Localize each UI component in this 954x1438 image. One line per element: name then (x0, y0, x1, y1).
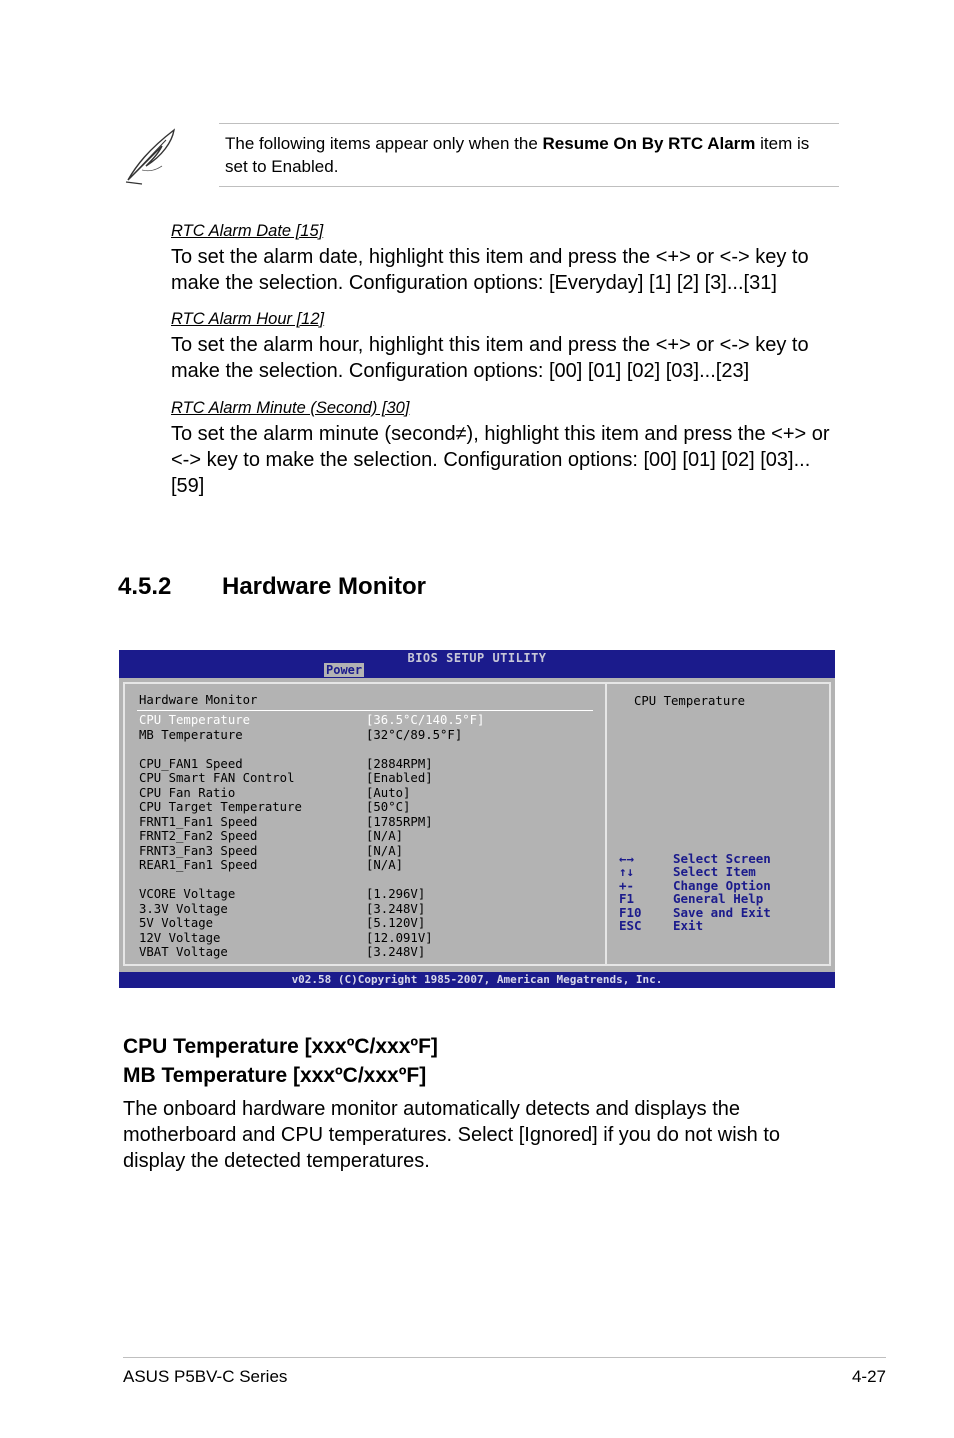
bios-setting-label[interactable]: CPU Smart FAN Control (139, 771, 295, 785)
footer-product: ASUS P5BV-C Series (123, 1367, 288, 1386)
section-title: Hardware Monitor (222, 573, 427, 600)
bios-divider (605, 682, 607, 966)
bios-key-name: ←→ (619, 851, 635, 866)
bios-setting-label[interactable]: FRNT1_Fan1 Speed (139, 814, 258, 829)
bios-setting-value[interactable]: [3.248V] (366, 901, 426, 916)
bios-setting-value[interactable]: [1.296V] (366, 887, 426, 901)
bios-setting-label[interactable]: REAR1_Fan1 Speed (139, 858, 258, 872)
bios-setting-value[interactable]: [Enabled] (366, 771, 433, 785)
note-bold-text: Resume On By RTC Alarm (542, 134, 756, 153)
rtc-alarm-date-title: RTC Alarm Date [15] (171, 222, 324, 240)
bios-setting-value[interactable]: [Auto] (366, 785, 411, 800)
bios-heading-underline (137, 710, 593, 711)
bios-key-description: Select Screen (673, 851, 771, 866)
bios-setting-value[interactable]: [3.248V] (366, 945, 426, 959)
bios-setting-label[interactable]: 3.3V Voltage (139, 901, 228, 916)
bios-setting-label[interactable]: CPU Target Temperature (139, 800, 302, 814)
note-text: The following items appear only when the Resume On By RTC Alarm item is set to Enabled. (225, 134, 810, 176)
bios-setting-value[interactable]: [36.5°C/140.5°F] (366, 713, 485, 727)
bios-panel-heading: Hardware Monitor (139, 693, 258, 707)
note-top-rule (219, 123, 839, 124)
bios-setting-label[interactable]: FRNT2_Fan2 Speed (139, 829, 258, 843)
bios-status-bar (119, 972, 835, 988)
rtc-alarm-date-desc: To set the alarm date, highlight this item and press the <+> or <-> key to make the selection. Configuration options: [Everyday] [1] [2] [3]...[31] (171, 246, 809, 294)
bios-key-description: Change Option (673, 877, 771, 893)
bios-setting-value[interactable]: [12.091V] (366, 930, 433, 945)
bios-copyright: v02.58 (C)Copyright 1985-2007, American Megatrends, Inc. (291, 973, 663, 986)
bios-setting-value[interactable]: [N/A] (366, 858, 404, 872)
tab-power[interactable]: Power (326, 663, 363, 677)
bios-setting-value[interactable]: [2884RPM] (366, 756, 433, 771)
bios-setting-label[interactable]: FRNT3_Fan3 Speed (139, 843, 258, 858)
bios-setting-value[interactable]: [1785RPM] (366, 814, 433, 829)
bios-key-description: Select Item (673, 864, 756, 880)
rtc-alarm-minute-title: RTC Alarm Minute (Second) [30] (171, 399, 410, 417)
bios-setting-label[interactable]: 12V Voltage (139, 930, 221, 945)
bios-key-name: +- (619, 877, 635, 893)
bios-setting-label[interactable]: 5V Voltage (139, 916, 214, 930)
bios-setting-label[interactable]: CPU Temperature (139, 713, 251, 727)
bios-title: BIOS SETUP UTILITY (407, 651, 547, 665)
rtc-alarm-minute-desc: To set the alarm minute (second≠), highlight this item and press the <+> or <-> key to make the selection. Configuration options: [00] [01] [02] [03]...[59] (171, 423, 830, 497)
note-bottom-rule (219, 186, 839, 187)
bios-setting-label[interactable]: CPU_FAN1 Speed (139, 756, 243, 771)
bios-setting-value[interactable]: [50°C] (366, 800, 411, 814)
bios-setting-label[interactable]: MB Temperature (139, 727, 243, 742)
page-number: 4-27 (851, 1367, 886, 1386)
bios-setting-label[interactable]: VBAT Voltage (139, 945, 228, 959)
bios-setting-label[interactable]: CPU Fan Ratio (139, 785, 236, 800)
subsection-paragraph: The onboard hardware monitor automatically detects and displays the motherboard and CPU temperatures. Select [Ignored] if you do not wish to display the detected temperatures. (123, 1098, 781, 1172)
rtc-alarm-hour-desc: To set the alarm hour, highlight this item and press the <+> or <-> key to make the selection. Configuration options: [00] [01] [02] [03]...[23] (171, 334, 809, 382)
bios-key-name: F10 (619, 904, 642, 920)
bios-key-description: General Help (673, 891, 764, 907)
bios-key-description: Save and Exit (673, 904, 771, 920)
bios-setting-value[interactable]: [5.120V] (366, 916, 426, 930)
bios-screen (119, 650, 835, 988)
bios-key-description: Exit (673, 918, 704, 933)
bios-setting-value[interactable]: [N/A] (366, 829, 404, 843)
bios-setting-value[interactable]: [N/A] (366, 843, 404, 858)
bios-key-name: F1 (619, 891, 635, 907)
bios-setting-value[interactable]: [32°C/89.5°F] (366, 727, 463, 742)
subsection-heading-mb: MB Temperature [xxxºC/xxxºF] (123, 1064, 427, 1087)
feather-pen-icon (122, 126, 182, 186)
bios-key-name: ESC (619, 918, 642, 933)
rtc-alarm-hour-title: RTC Alarm Hour [12] (171, 310, 325, 328)
bios-help-text: CPU Temperature (634, 694, 746, 708)
section-number: 4.5.2 (118, 573, 172, 600)
subsection-heading-cpu: CPU Temperature [xxxºC/xxxºF] (123, 1035, 438, 1058)
bios-key-name: ↑↓ (619, 864, 635, 880)
bios-setting-label[interactable]: VCORE Voltage (139, 887, 236, 901)
bios-title-bar (119, 650, 835, 678)
footer-rule (123, 1357, 886, 1358)
